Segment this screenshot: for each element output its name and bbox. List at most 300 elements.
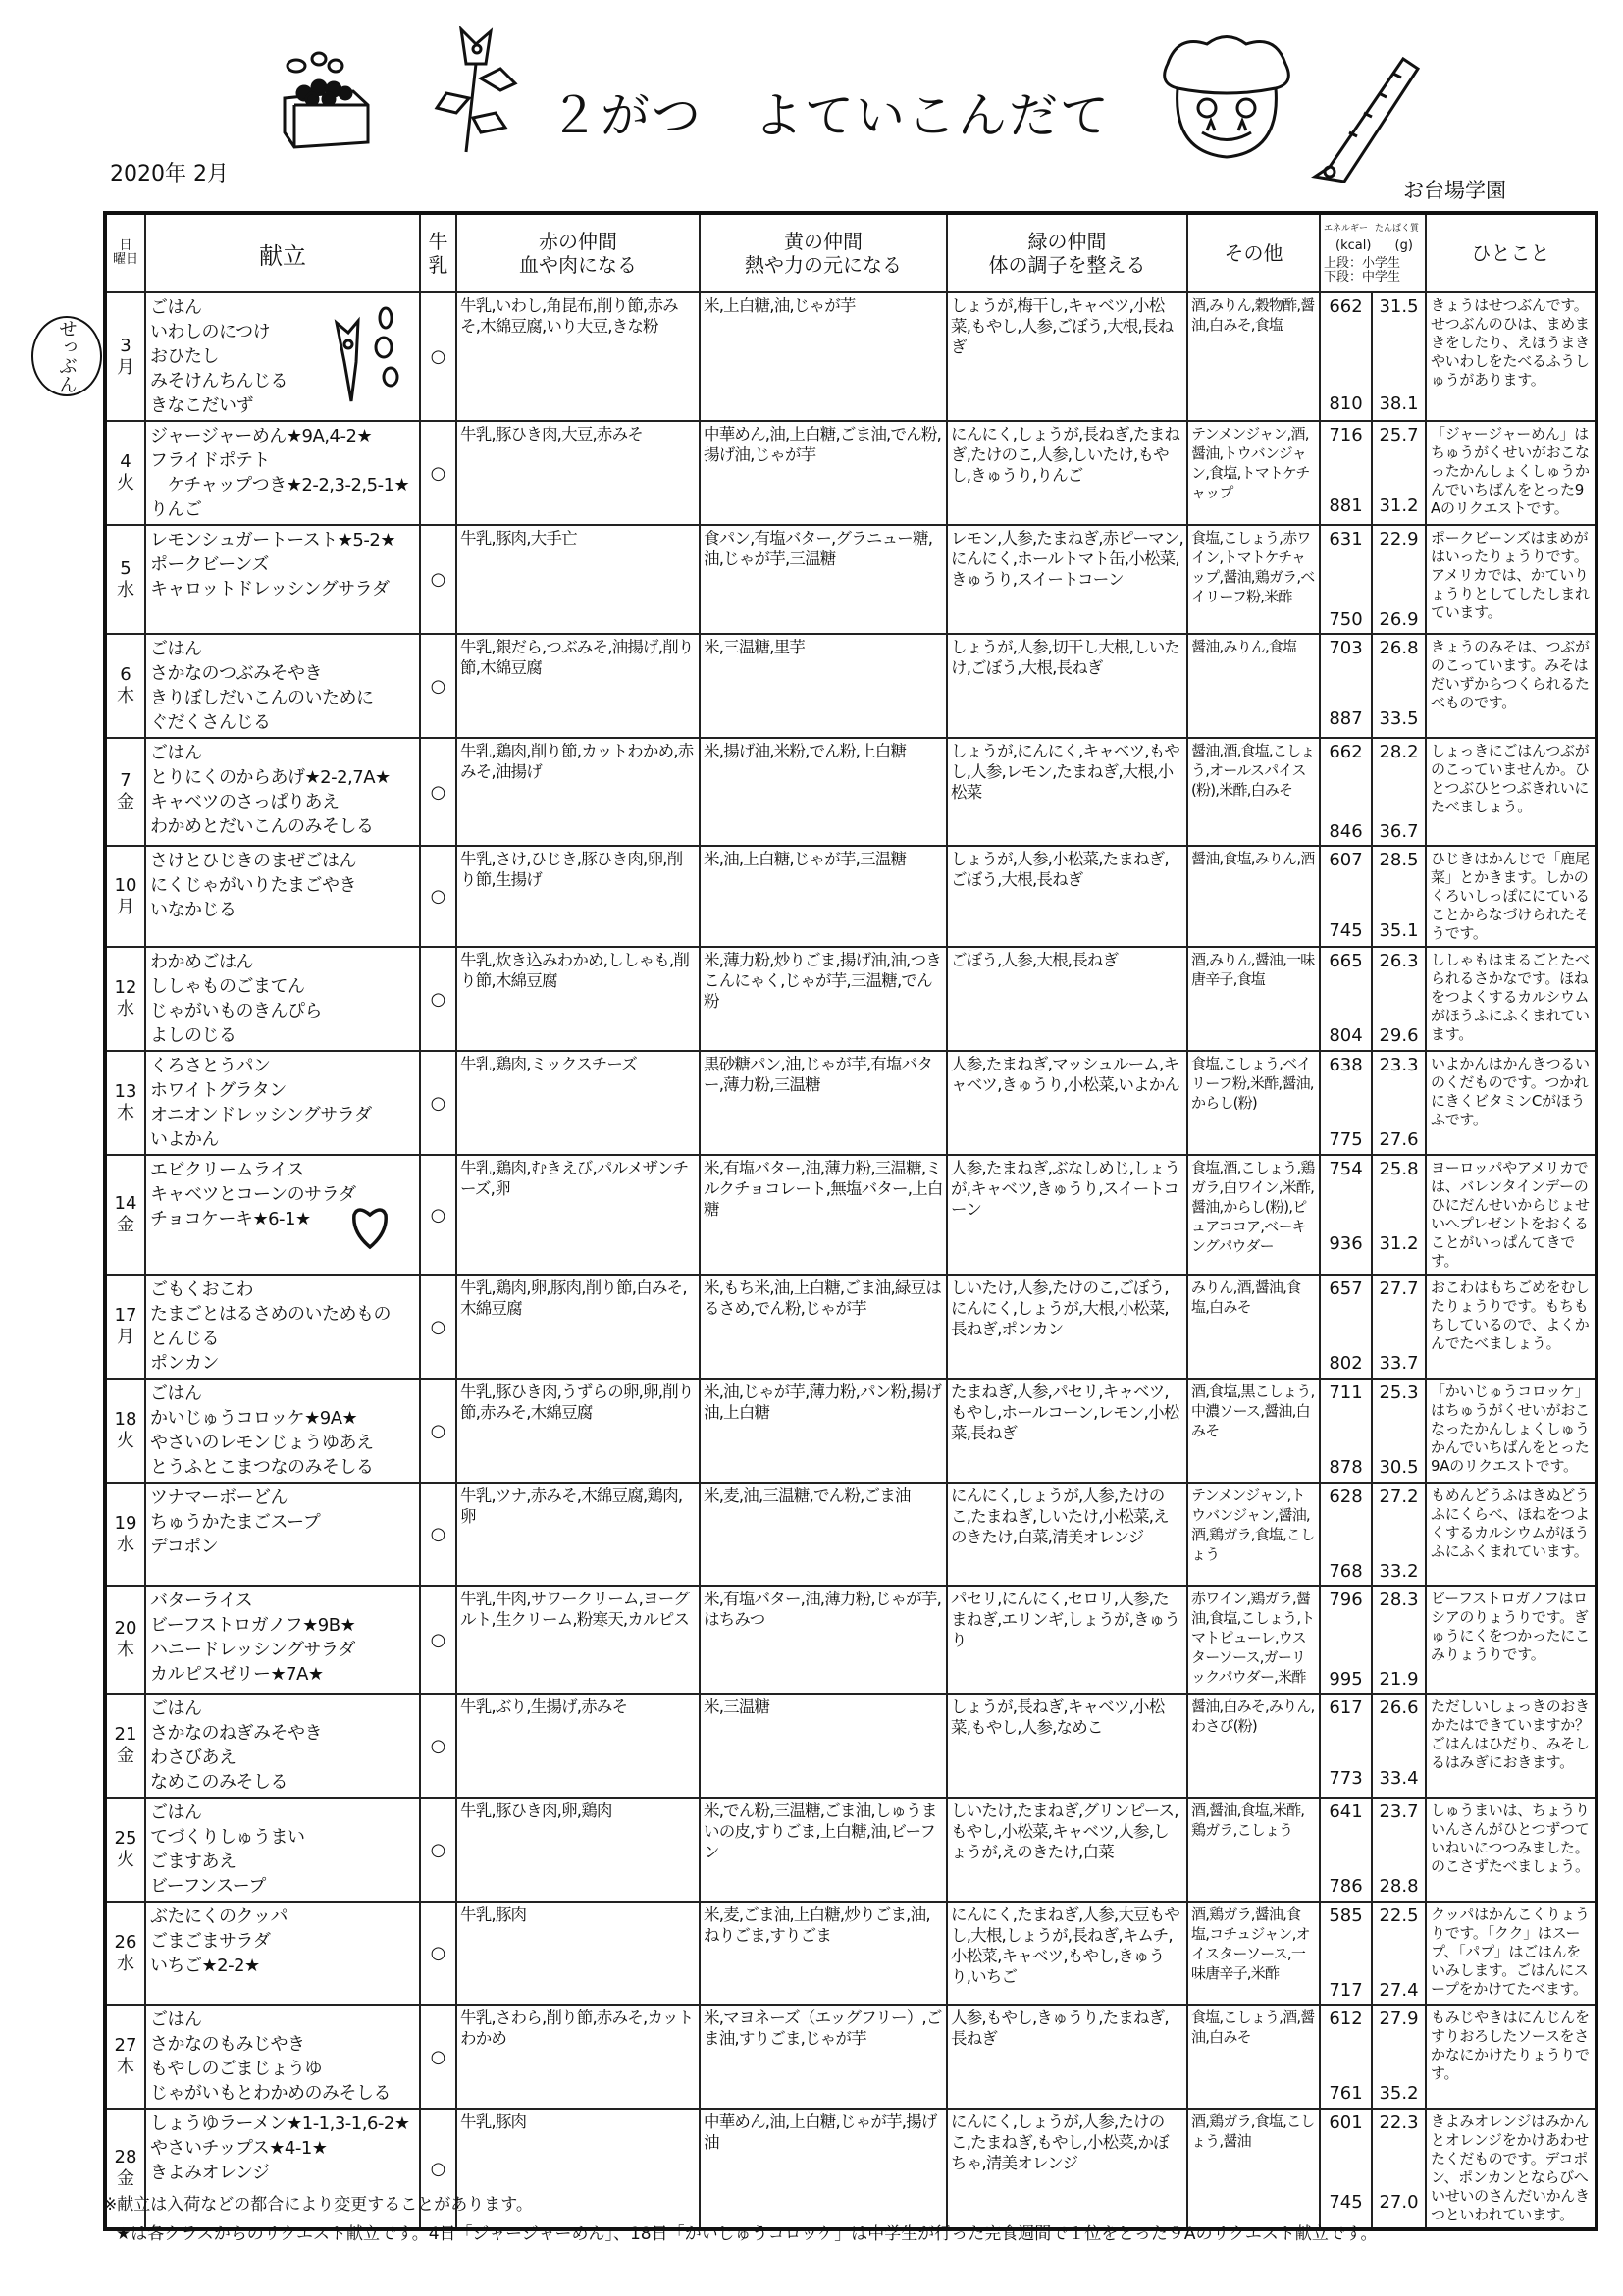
weekday: 金: [117, 1215, 134, 1235]
red-group-cell: 牛乳,炊き込みわかめ,ししゃも,削り節,木綿豆腐: [456, 947, 700, 1051]
day-cell: [105, 1798, 145, 1902]
day-number: 13: [114, 1081, 137, 1102]
yellow-group-cell: 食パン,有塩バター,グラニュー糖,油,じゃが芋,三温糖: [700, 525, 947, 634]
menu-table: [103, 211, 1598, 2231]
header-protein-unit: (g): [1394, 238, 1413, 253]
school-name: お台場学園: [1403, 179, 1506, 202]
milk-mark: ○: [420, 738, 456, 846]
menu-item: いなかじる: [150, 900, 236, 920]
other-cell: 酒,みりん,穀物酢,醤油,白みそ,食塩: [1187, 292, 1320, 421]
menu-item: いわしのにつけ: [150, 322, 271, 342]
energy-cell: [1320, 1275, 1372, 1379]
menu-item: おひたし: [150, 346, 219, 367]
menu-item: カルピスゼリー★7A★: [150, 1664, 324, 1685]
protein-cell: [1372, 947, 1426, 1051]
menu-item: ホワイトグラタン: [150, 1080, 287, 1101]
yellow-group-cell: 米,有塩バター,油,薄力粉,三温糖,ミルクチョコレート,無塩バター,上白糖: [700, 1155, 947, 1275]
energy-junior-high: 802: [1329, 1353, 1363, 1374]
menu-item: じゃがいものきんぴら: [150, 1001, 322, 1021]
protein-elementary: 23.3: [1379, 1055, 1419, 1075]
note-cell: 「ジャージャーめん」はちゅうがくせいがおこなったかんしょくしゅうかんでいちばんをとった9Aのリクエストです。: [1426, 421, 1597, 525]
red-group-cell: 牛乳,鶏肉,ミックスチーズ: [456, 1051, 700, 1155]
menu-item: りんご: [150, 499, 202, 520]
energy-junior-high: 846: [1329, 821, 1363, 842]
oni-club-illustration: [1305, 39, 1423, 186]
energy-elementary: 796: [1329, 1590, 1363, 1610]
note-cell: きょうのみそは、つぶがのこっています。みそはだいずからつくられるたべものです。: [1426, 634, 1597, 738]
protein-junior-high: 33.4: [1379, 1768, 1419, 1789]
day-cell: [105, 1902, 145, 2005]
menu-item: やさいチップス★4-1★: [150, 2138, 328, 2159]
energy-elementary: 601: [1329, 2113, 1363, 2133]
menu-item: ごますあえ: [150, 1852, 236, 1872]
energy-elementary: 607: [1329, 850, 1363, 870]
menu-cell: [145, 1379, 420, 1483]
weekday: 火: [117, 1850, 134, 1870]
weekday: 金: [117, 1746, 134, 1766]
energy-junior-high: 995: [1329, 1669, 1363, 1690]
protein-elementary: 27.2: [1379, 1487, 1419, 1507]
menu-item: キャベツのさっぱりあえ: [150, 792, 340, 812]
energy-cell: [1320, 2109, 1372, 2229]
note-cell: しょっきにごはんつぶがのこっていませんか。ひとつぶひとつぶきれいにたべましょう。: [1426, 738, 1597, 846]
day-number: 6: [120, 664, 131, 685]
energy-elementary: 711: [1329, 1383, 1363, 1403]
day-number: 7: [120, 770, 131, 791]
protein-cell: [1372, 634, 1426, 738]
energy-cell: [1320, 1902, 1372, 2005]
green-group-cell: ごぼう,人参,大根,長ねぎ: [947, 947, 1187, 1051]
protein-cell: [1372, 1694, 1426, 1798]
note-cell: 「かいじゅうコロッケ」はちゅうがくせいがおこなったかんしょくしゅうかんでいちばんをとった9Aのリクエストです。: [1426, 1379, 1597, 1483]
milk-mark: ○: [420, 1902, 456, 2005]
yellow-group-cell: 米,麦,油,三温糖,でん粉,ごま油: [700, 1483, 947, 1586]
menu-row-day-18: [105, 1379, 1597, 1483]
other-cell: 食塩,酒,こしょう,鶏ガラ,白ワイン,米酢,醤油,からし(粉),ピュアココア,ベーキングパウダー: [1187, 1155, 1320, 1275]
menu-item: よしのじる: [150, 1025, 236, 1046]
menu-row-day-10: [105, 846, 1597, 947]
weekday: 月: [117, 896, 134, 917]
energy-elementary: 617: [1329, 1697, 1363, 1718]
green-group-cell: しいたけ,人参,たけのこ,ごぼう,にんにく,しょうが,大根,小松菜,長ねぎ,ポンカン: [947, 1275, 1187, 1379]
red-group-cell: 牛乳,銀だら,つぶみそ,油揚げ,削り節,木綿豆腐: [456, 634, 700, 738]
menu-item: ごはん: [150, 1802, 202, 1823]
menu-item: ハニードレッシングサラダ: [150, 1640, 355, 1660]
header-energy-unit: (kcal): [1335, 238, 1372, 253]
table-header: [105, 213, 1597, 292]
menu-item: さかなのもみじやき: [150, 2034, 305, 2055]
day-number: 27: [114, 2035, 137, 2056]
yellow-group-cell: 米,麦,ごま油,上白糖,炒りごま,油,ねりごま,すりごま: [700, 1902, 947, 2005]
menu-row-day-6: [105, 634, 1597, 738]
day-number: 10: [114, 874, 137, 896]
header-red-sub: 血や肉になる: [519, 253, 637, 277]
other-cell: みりん,酒,醤油,食塩,白みそ: [1187, 1275, 1320, 1379]
menu-row-day-19: [105, 1483, 1597, 1586]
protein-elementary: 26.3: [1379, 951, 1419, 971]
protein-cell: [1372, 525, 1426, 634]
menu-row-day-3: [105, 292, 1597, 421]
yellow-group-cell: 米,でん粉,三温糖,ごま油,しゅうまいの皮,すりごま,上白糖,油,ビーフン: [700, 1798, 947, 1902]
protein-junior-high: 27.0: [1379, 2192, 1419, 2213]
menu-row-day-25: [105, 1798, 1597, 1902]
energy-elementary: 657: [1329, 1278, 1363, 1299]
weekday: 火: [117, 473, 134, 494]
sardine-doodle-icon: [327, 303, 405, 411]
menu-row-day-4: [105, 421, 1597, 525]
protein-cell: [1372, 1902, 1426, 2005]
header-green-title: 緑の仲間: [1027, 230, 1107, 253]
green-group-cell: 人参,たまねぎ,ぶなしめじ,しょうが,キャベツ,きゅうり,スイートコーン: [947, 1155, 1187, 1275]
energy-elementary: 703: [1329, 638, 1363, 658]
day-cell: [105, 1275, 145, 1379]
protein-elementary: 26.6: [1379, 1697, 1419, 1718]
note-cell: もめんどうふはきぬどうふにくらべ、ほねをつよくするカルシウムがほうふにふくまれています。: [1426, 1483, 1597, 1586]
protein-junior-high: 38.1: [1379, 393, 1419, 414]
energy-cell: [1320, 292, 1372, 421]
note-cell: いよかんはかんきつるいのくだものです。つかれにきくビタミンCがほうふです。: [1426, 1051, 1597, 1155]
red-group-cell: 牛乳,いわし,角昆布,削り節,赤みそ,木綿豆腐,いり大豆,きな粉: [456, 292, 700, 421]
menu-item: ごまごまサラダ: [150, 1931, 271, 1952]
energy-junior-high: 878: [1329, 1457, 1363, 1478]
yellow-group-cell: 米,油,じゃが芋,薄力粉,パン粉,揚げ油,上白糖: [700, 1379, 947, 1483]
protein-cell: [1372, 2109, 1426, 2229]
energy-elementary: 638: [1329, 1055, 1363, 1075]
protein-elementary: 23.7: [1379, 1801, 1419, 1822]
yellow-group-cell: 米,油,上白糖,じゃが芋,三温糖: [700, 846, 947, 947]
red-group-cell: 牛乳,豚肉: [456, 1902, 700, 2005]
protein-elementary: 27.9: [1379, 2009, 1419, 2029]
header-energy: エネルギー: [1324, 224, 1369, 234]
protein-cell: [1372, 1155, 1426, 1275]
red-group-cell: 牛乳,鶏肉,むきえび,パルメザンチーズ,卵: [456, 1155, 700, 1275]
menu-item: とりにくのからあげ★2-2,7A★: [150, 767, 391, 788]
energy-elementary: 631: [1329, 529, 1363, 549]
setsubun-handwritten-mark: せっぶん: [31, 316, 102, 396]
menu-item: ごはん: [150, 2009, 202, 2030]
protein-elementary: 28.5: [1379, 850, 1419, 870]
yellow-group-cell: 米,三温糖: [700, 1694, 947, 1798]
header-yellow: [700, 213, 947, 292]
weekday: 金: [117, 792, 134, 812]
weekday: 木: [117, 686, 134, 706]
note-cell: ただしいしょっきのおきかたはできていますか？ごはんはひだり、みそしるはみぎにおきます。: [1426, 1694, 1597, 1798]
yellow-group-cell: 米,三温糖,里芋: [700, 634, 947, 738]
menu-item: フライドポテト: [150, 450, 270, 471]
protein-cell: [1372, 1483, 1426, 1586]
bean-box-illustration: [275, 44, 383, 152]
milk-mark: ○: [420, 1586, 456, 1694]
header-milk: [420, 213, 456, 292]
yellow-group-cell: 米,もち米,油,上白糖,ごま油,緑豆はるさめ,でん粉,じゃが芋: [700, 1275, 947, 1379]
protein-junior-high: 33.5: [1379, 708, 1419, 729]
menu-item: みそけんちんじる: [150, 371, 288, 391]
weekday: 木: [117, 2057, 134, 2077]
protein-cell: [1372, 1051, 1426, 1155]
energy-cell: [1320, 1798, 1372, 1902]
energy-elementary: 665: [1329, 951, 1363, 971]
holly-sardine-illustration: [422, 20, 530, 157]
red-group-cell: 牛乳,牛肉,サワークリーム,ヨーグルト,生クリーム,粉寒天,カルピス: [456, 1586, 700, 1694]
protein-elementary: 25.7: [1379, 425, 1419, 445]
day-number: 21: [114, 1724, 137, 1745]
header-lower-note: 下段：中学生: [1324, 270, 1401, 285]
milk-mark: ○: [420, 947, 456, 1051]
menu-item: なめこのみそしる: [150, 1772, 288, 1793]
oni-face-illustration: [1148, 25, 1305, 172]
energy-junior-high: 745: [1329, 2192, 1363, 2213]
menu-item: もやしのごまじょうゆ: [150, 2059, 322, 2079]
footnote-changes: ※献立は入荷などの都合により変更することがあります。: [103, 2195, 533, 2215]
day-cell: [105, 292, 145, 421]
energy-cell: [1320, 1155, 1372, 1275]
protein-junior-high: 27.6: [1379, 1129, 1419, 1150]
red-group-cell: 牛乳,ツナ,赤みそ,木綿豆腐,鶏肉,卵: [456, 1483, 700, 1586]
menu-item: ごもくおこわ: [150, 1279, 253, 1300]
day-number: 18: [114, 1409, 137, 1430]
day-cell: [105, 2005, 145, 2109]
energy-cell: [1320, 525, 1372, 634]
red-group-cell: 牛乳,鶏肉,削り節,カットわかめ,赤みそ,油揚げ: [456, 738, 700, 846]
weekday: 火: [117, 1431, 134, 1451]
menu-item: かいじゅうコロッケ★9A★: [150, 1408, 358, 1429]
other-cell: 醤油,酒,食塩,こしょう,オールスパイス(粉),米酢,白みそ: [1187, 738, 1320, 846]
day-number: 20: [114, 1618, 137, 1639]
header-day: [105, 213, 145, 292]
menu-item: バターライス: [150, 1591, 253, 1611]
menu-item: ししゃものごまてん: [150, 976, 305, 997]
energy-junior-high: 786: [1329, 1876, 1363, 1897]
menu-item: てづくりしゅうまい: [150, 1827, 305, 1848]
green-group-cell: にんにく,たまねぎ,人参,大豆もやし,大根,しょうが,長ねぎ,キムチ,小松菜,キャベツ,もやし,きゅうり,いちご: [947, 1902, 1187, 2005]
milk-mark: ○: [420, 292, 456, 421]
menu-item: いちご★2-2★: [150, 1956, 260, 1976]
day-number: 19: [114, 1512, 137, 1534]
other-cell: 食塩,こしょう,ベイリーフ粉,米酢,醤油,からし(粉): [1187, 1051, 1320, 1155]
weekday: 水: [117, 999, 134, 1019]
yellow-group-cell: 中華めん,油,上白糖,ごま油,でん粉,揚げ油,じゃが芋: [700, 421, 947, 525]
other-cell: 酒,鶏ガラ,食塩,こしょう,醤油: [1187, 2109, 1320, 2229]
weekday: 月: [117, 1327, 134, 1347]
milk-mark: ○: [420, 1798, 456, 1902]
red-group-cell: 牛乳,さけ,ひじき,豚ひき肉,卵,削り節,生揚げ: [456, 846, 700, 947]
weekday: 水: [117, 1953, 134, 1974]
menu-item: ちゅうかたまごスープ: [150, 1512, 321, 1533]
menu-item: にくじゃがいりたまごやき: [150, 875, 356, 896]
protein-junior-high: 27.4: [1379, 1980, 1419, 2001]
green-group-cell: にんにく,しょうが,人参,たけのこ,たまねぎ,しいたけ,小松菜,えのきたけ,白菜,清美オレンジ: [947, 1483, 1187, 1586]
menu-item: エビクリームライス: [150, 1160, 304, 1180]
menu-item: ジャージャーめん★9A,4-2★: [150, 426, 373, 446]
header-green-sub: 体の調子を整える: [988, 253, 1146, 277]
note-cell: ヨーロッパやアメリカでは、バレンタインデーのひにだんせいからじょせいへプレゼントをおくることがいっぱんてきです。: [1426, 1155, 1597, 1275]
menu-item: ビーフンスープ: [150, 1876, 266, 1897]
day-cell: [105, 738, 145, 846]
day-cell: [105, 634, 145, 738]
yellow-group-cell: 米,有塩バター,油,薄力粉,じゃが芋,はちみつ: [700, 1586, 947, 1694]
other-cell: 酒,みりん,醤油,一味唐辛子,食塩: [1187, 947, 1320, 1051]
menu-item: ビーフストロガノフ★9B★: [150, 1615, 356, 1636]
menu-item: きりぼしだいこんのいために: [150, 688, 374, 708]
protein-junior-high: 31.2: [1379, 496, 1419, 516]
milk-mark: ○: [420, 634, 456, 738]
energy-junior-high: 750: [1329, 609, 1363, 630]
menu-item: ごはん: [150, 743, 202, 763]
energy-elementary: 585: [1329, 1905, 1363, 1926]
energy-elementary: 662: [1329, 296, 1363, 317]
protein-elementary: 22.9: [1379, 529, 1419, 549]
red-group-cell: 牛乳,さわら,削り節,赤みそ,カットわかめ: [456, 2005, 700, 2109]
day-number: 25: [114, 1828, 137, 1849]
menu-item: ぐだくさんじる: [150, 712, 271, 733]
menu-item: ぶたにくのクッパ: [150, 1906, 288, 1927]
other-cell: 食塩,こしょう,赤ワイン,トマトケチャップ,醤油,鶏ガラ,ベイリーフ粉,米酢: [1187, 525, 1320, 634]
green-group-cell: しいたけ,たまねぎ,グリンピース,もやし,小松菜,キャベツ,人参,しょうが,えのきたけ,白菜: [947, 1798, 1187, 1902]
energy-cell: [1320, 846, 1372, 947]
protein-junior-high: 31.2: [1379, 1233, 1419, 1254]
energy-elementary: 716: [1329, 425, 1363, 445]
menu-item: わかめごはん: [150, 952, 253, 972]
red-group-cell: 牛乳,豚肉,大手亡: [456, 525, 700, 634]
energy-junior-high: 810: [1329, 393, 1363, 414]
milk-mark: ○: [420, 1155, 456, 1275]
energy-junior-high: 775: [1329, 1129, 1363, 1150]
menu-item: くろさとうパン: [150, 1056, 271, 1076]
protein-cell: [1372, 846, 1426, 947]
day-cell: [105, 1051, 145, 1155]
footnote-requests: ★は各クラスからのリクエスト献立です。4日「ジャージャーめん」、18日「かいじゅうコロッケ」は中学生が行った完食週間で１位をとった９Aのリクエスト献立です。: [116, 2224, 1378, 2244]
menu-cell: [145, 738, 420, 846]
menu-item: さかなのねぎみそやき: [150, 1723, 322, 1744]
protein-cell: [1372, 1798, 1426, 1902]
menu-row-day-26: [105, 1902, 1597, 2005]
menu-item: とうふとこまつなのみそしる: [150, 1457, 374, 1478]
red-group-cell: 牛乳,豚ひき肉,大豆,赤みそ: [456, 421, 700, 525]
energy-cell: [1320, 738, 1372, 846]
menu-row-day-27: [105, 2005, 1597, 2109]
protein-cell: [1372, 2005, 1426, 2109]
milk-mark: ○: [420, 525, 456, 634]
energy-junior-high: 773: [1329, 1768, 1363, 1789]
day-number: 4: [120, 451, 131, 472]
other-cell: 醤油,みりん,食塩: [1187, 634, 1320, 738]
green-group-cell: にんにく,しょうが,人参,たけのこ,たまねぎ,もやし,小松菜,かぼちゃ,清美オレンジ: [947, 2109, 1187, 2229]
menu-cell: [145, 1275, 420, 1379]
menu-cell: [145, 1586, 420, 1694]
protein-elementary: 25.3: [1379, 1383, 1419, 1403]
day-number: 3: [120, 335, 131, 356]
energy-cell: [1320, 2005, 1372, 2109]
header-red-title: 赤の仲間: [539, 230, 617, 253]
protein-junior-high: 30.5: [1379, 1457, 1419, 1478]
menu-cell: [145, 292, 420, 421]
protein-junior-high: 35.1: [1379, 920, 1419, 941]
green-group-cell: しょうが,にんにく,キャベツ,もやし,人参,レモン,たまねぎ,大根,小松菜: [947, 738, 1187, 846]
header-day-label: 日: [119, 238, 132, 253]
menu-item: チョコケーキ★6-1★: [150, 1209, 311, 1229]
menu-item: ごはん: [150, 1698, 202, 1719]
other-cell: テンメンジャン,酒,醤油,トウバンジャン,食塩,トマトケチャップ: [1187, 421, 1320, 525]
green-group-cell: レモン,人参,たまねぎ,赤ピーマン,にんにく,ホールトマト缶,小松菜,きゅうり,スイートコーン: [947, 525, 1187, 634]
header-protein: たんぱく質: [1374, 224, 1419, 234]
menu-item: しょうゆラーメン★1-1,3-1,6-2★: [150, 2113, 410, 2134]
menu-item: じゃがいもとわかめのみそしる: [150, 2083, 391, 2104]
page-title: ２がつ よていこんだて: [550, 87, 1111, 144]
energy-junior-high: 804: [1329, 1025, 1363, 1046]
protein-cell: [1372, 1379, 1426, 1483]
protein-elementary: 22.3: [1379, 2113, 1419, 2133]
header-yellow-title: 黄の仲間: [784, 230, 863, 253]
energy-junior-high: 761: [1329, 2083, 1363, 2104]
menu-item: わさびあえ: [150, 1748, 236, 1768]
menu-item: とんじる: [150, 1329, 219, 1349]
menu-row-day-20: [105, 1586, 1597, 1694]
weekday: 木: [117, 1103, 134, 1123]
day-cell: [105, 1694, 145, 1798]
day-number: 26: [114, 1931, 137, 1953]
menu-item: きなこだいず: [150, 395, 253, 416]
other-cell: 酒,醤油,食塩,米酢,鶏ガラ,こしょう: [1187, 1798, 1320, 1902]
energy-elementary: 612: [1329, 2009, 1363, 2029]
menu-item: ごはん: [150, 297, 202, 318]
yellow-group-cell: 米,揚げ油,米粉,でん粉,上白糖: [700, 738, 947, 846]
menu-item: わかめとだいこんのみそしる: [150, 816, 374, 837]
energy-cell: [1320, 1694, 1372, 1798]
header-note: ひとこと: [1426, 213, 1597, 292]
menu-item: いよかん: [150, 1129, 219, 1150]
note-cell: クッパはかんこくりょうりです。「クク」はスープ、「パプ」はごはんをいみします。ごはんにスープをかけてたべます。: [1426, 1902, 1597, 2005]
header-other: その他: [1187, 213, 1320, 292]
energy-elementary: 641: [1329, 1801, 1363, 1822]
menu-cell: [145, 634, 420, 738]
menu-item: ごはん: [150, 1383, 202, 1404]
menu-cell: [145, 1051, 420, 1155]
menu-item: きよみオレンジ: [150, 2163, 270, 2183]
menu-item: さけとひじきのまぜごはん: [150, 851, 356, 871]
note-cell: もみじやきはにんじんをすりおろしたソースをさかなにかけたりょうりです。: [1426, 2005, 1597, 2109]
red-group-cell: 牛乳,豚ひき肉,うずらの卵,卵,削り節,赤みそ,木綿豆腐: [456, 1379, 700, 1483]
weekday: 金: [117, 2168, 134, 2189]
other-cell: 酒,食塩,黒こしょう,中濃ソース,醤油,白みそ: [1187, 1379, 1320, 1483]
green-group-cell: しょうが,人参,小松菜,たまねぎ,ごぼう,大根,長ねぎ: [947, 846, 1187, 947]
other-cell: テンメンジャン,トウバンジャン,醤油,酒,鶏ガラ,食塩,こしょう: [1187, 1483, 1320, 1586]
energy-elementary: 754: [1329, 1159, 1363, 1179]
protein-junior-high: 29.6: [1379, 1025, 1419, 1046]
weekday: 水: [117, 579, 134, 600]
menu-cell: [145, 1483, 420, 1586]
menu-item: キャベツとコーンのサラダ: [150, 1184, 356, 1205]
other-cell: 醤油,食塩,みりん,酒: [1187, 846, 1320, 947]
red-group-cell: 牛乳,豚肉: [456, 2109, 700, 2229]
energy-junior-high: 768: [1329, 1561, 1363, 1582]
milk-mark: ○: [420, 1483, 456, 1586]
green-group-cell: しょうが,人参,切干し大根,しいたけ,ごぼう,大根,長ねぎ: [947, 634, 1187, 738]
green-group-cell: パセリ,にんにく,セロリ,人参,たまねぎ,エリンギ,しょうが,きゅうり: [947, 1586, 1187, 1694]
day-cell: [105, 1155, 145, 1275]
header-milk-1: 牛: [428, 230, 448, 253]
energy-junior-high: 881: [1329, 496, 1363, 516]
protein-junior-high: 28.8: [1379, 1876, 1419, 1897]
other-cell: 酒,鶏ガラ,醤油,食塩,コチュジャン,オイスターソース,一味唐辛子,米酢: [1187, 1902, 1320, 2005]
protein-junior-high: 35.2: [1379, 2083, 1419, 2104]
milk-mark: ○: [420, 1694, 456, 1798]
menu-cell: [145, 1155, 420, 1275]
green-group-cell: 人参,たまねぎ,マッシュルーム,キャベツ,きゅうり,小松菜,いよかん: [947, 1051, 1187, 1155]
menu-row-day-13: [105, 1051, 1597, 1155]
energy-cell: [1320, 634, 1372, 738]
protein-elementary: 27.7: [1379, 1278, 1419, 1299]
energy-junior-high: 887: [1329, 708, 1363, 729]
